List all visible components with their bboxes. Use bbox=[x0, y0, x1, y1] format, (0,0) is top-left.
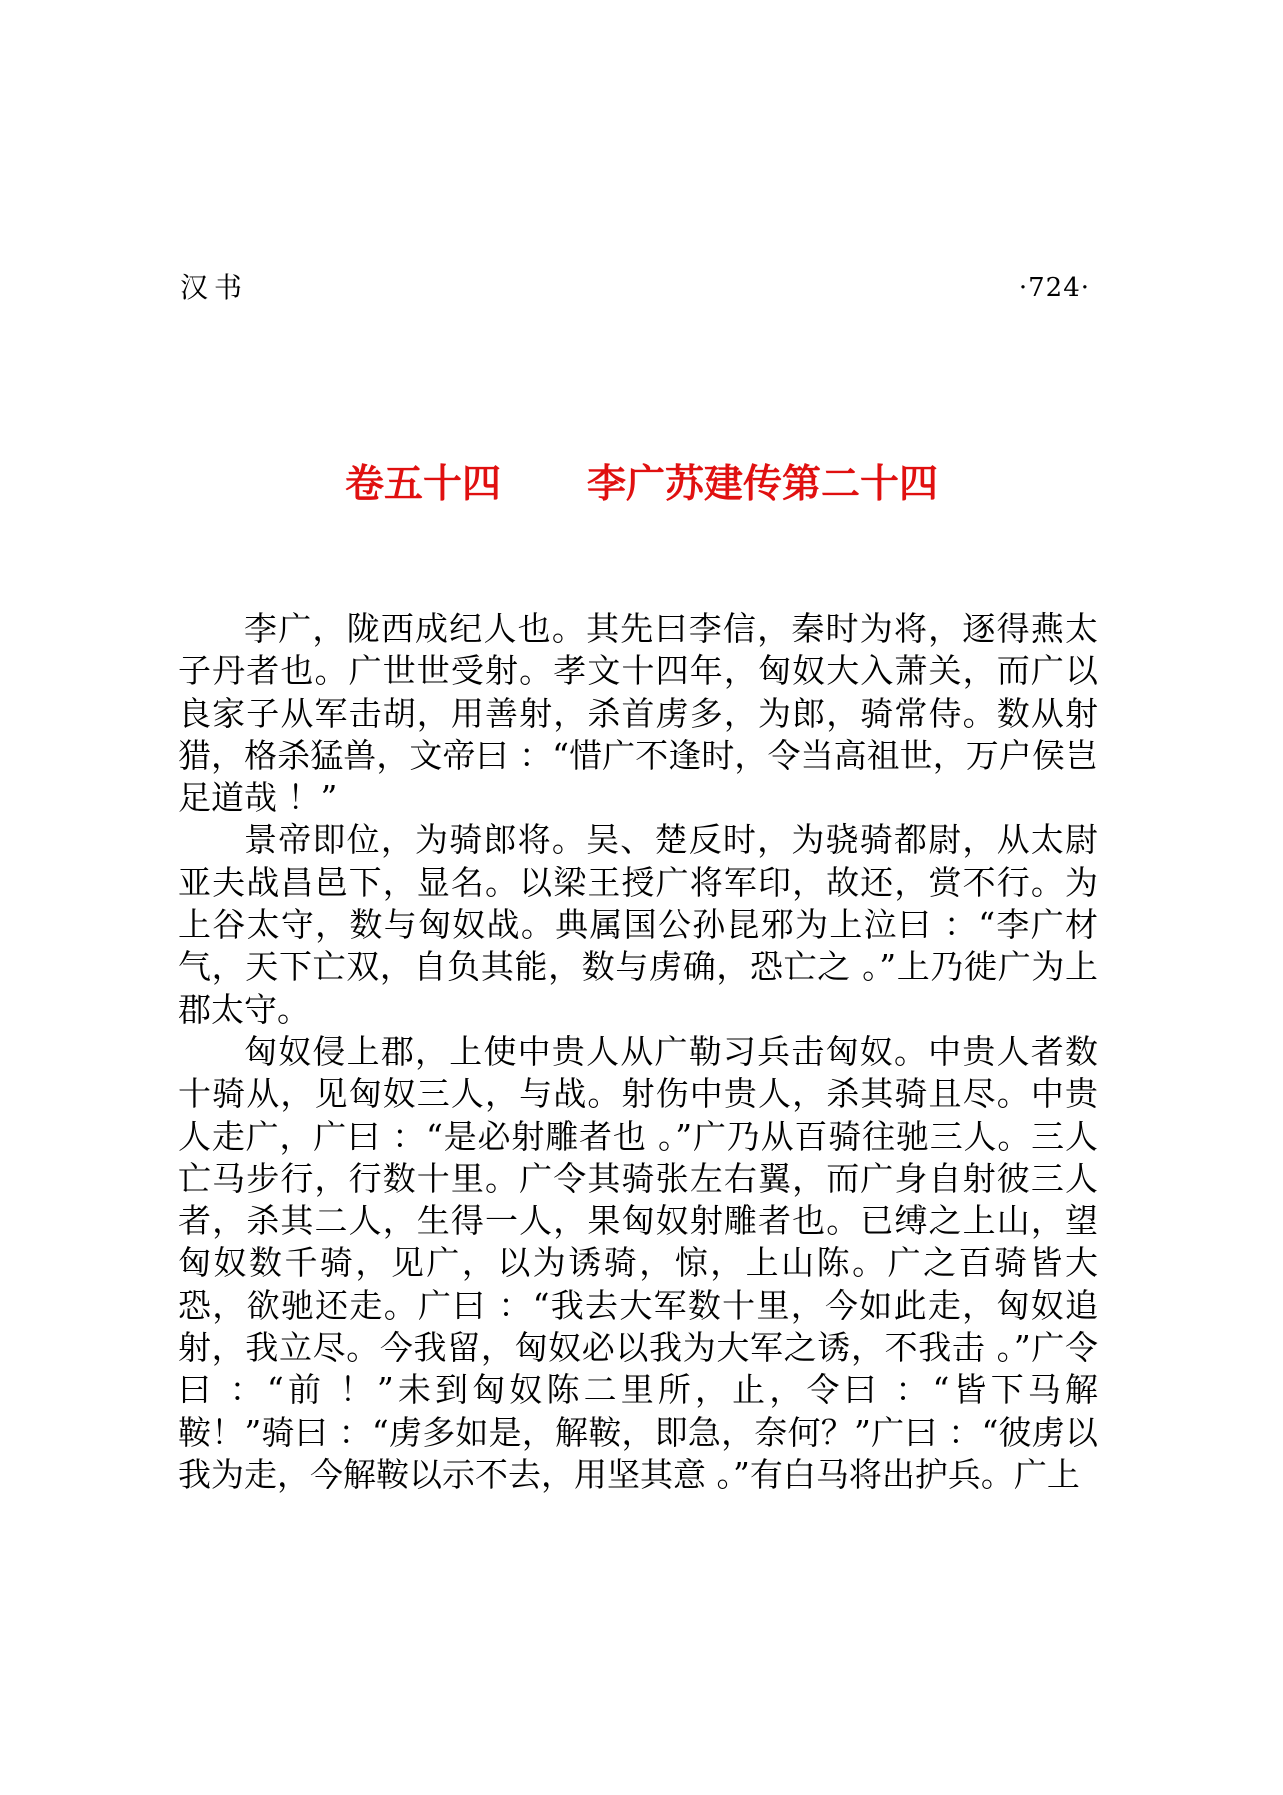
page-number: ·724· bbox=[1018, 273, 1090, 303]
paragraph: 李广，陇西成纪人也。其先曰李信，秦时为将，逐得燕太子丹者也。广世世受射。孝文十四年，匈奴大入萧关，而广以良家子从军击胡，用善射，杀首虏多，为郎，骑常侍。数从射猎，格杀猛兽，文帝曰 ：“惜广不逢时，令当高祖世，万户侯岂足道哉 ！” bbox=[178, 609, 1098, 818]
body-text bbox=[178, 608, 1098, 1496]
chapter-title: 李广苏建传第二十四 bbox=[587, 462, 939, 507]
book-title: 汉书 bbox=[180, 271, 249, 304]
paragraph: 匈奴侵上郡，上使中贵人从广勒习兵击匈奴。中贵人者数十骑从，见匈奴三人，与战。射伤中贵人，杀其骑且尽。中贵人走广，广曰 ：“是必射雕者也 。”广乃从百骑往驰三人。三人亡马步行，行数十里。广令其骑张左右翼，而广身自射彼三人者，杀其二人，生得一人，果匈奴射雕者也。已缚之上山，望匈奴数千骑，见广，以为诱骑，惊，上山陈。广之百骑皆大恐，欲驰还走。广曰 ：“我去大军数十里，今如此走，匈奴追射，我立尽。今我留，匈奴必以我为大军之诱，不我击 。”广令曰 ：“前 ！”未到匈奴陈二里所，止，令曰 ：“皆下马解鞍！”骑曰 ：“虏多如是，解鞍，即急，奈何？”广曰 ：“彼虏以我为走，今解鞍以示不去，用坚其意 。”有白马将出护兵。广上 bbox=[178, 1031, 1098, 1494]
chapter-volume: 卷五十四 bbox=[344, 462, 501, 507]
chapter-heading bbox=[0, 458, 1283, 512]
paragraph: 景帝即位，为骑郎将。吴、楚反时，为骁骑都尉，从太尉亚夫战昌邑下，显名。以梁王授广将军印，故还，赏不行。为上谷太守，数与匈奴战。典属国公孙昆邪为上泣曰 ：“李广材气，天下亡双，自负其能，数与虏确，恐亡之 。”上乃徙广为上郡太守。 bbox=[178, 820, 1098, 1029]
